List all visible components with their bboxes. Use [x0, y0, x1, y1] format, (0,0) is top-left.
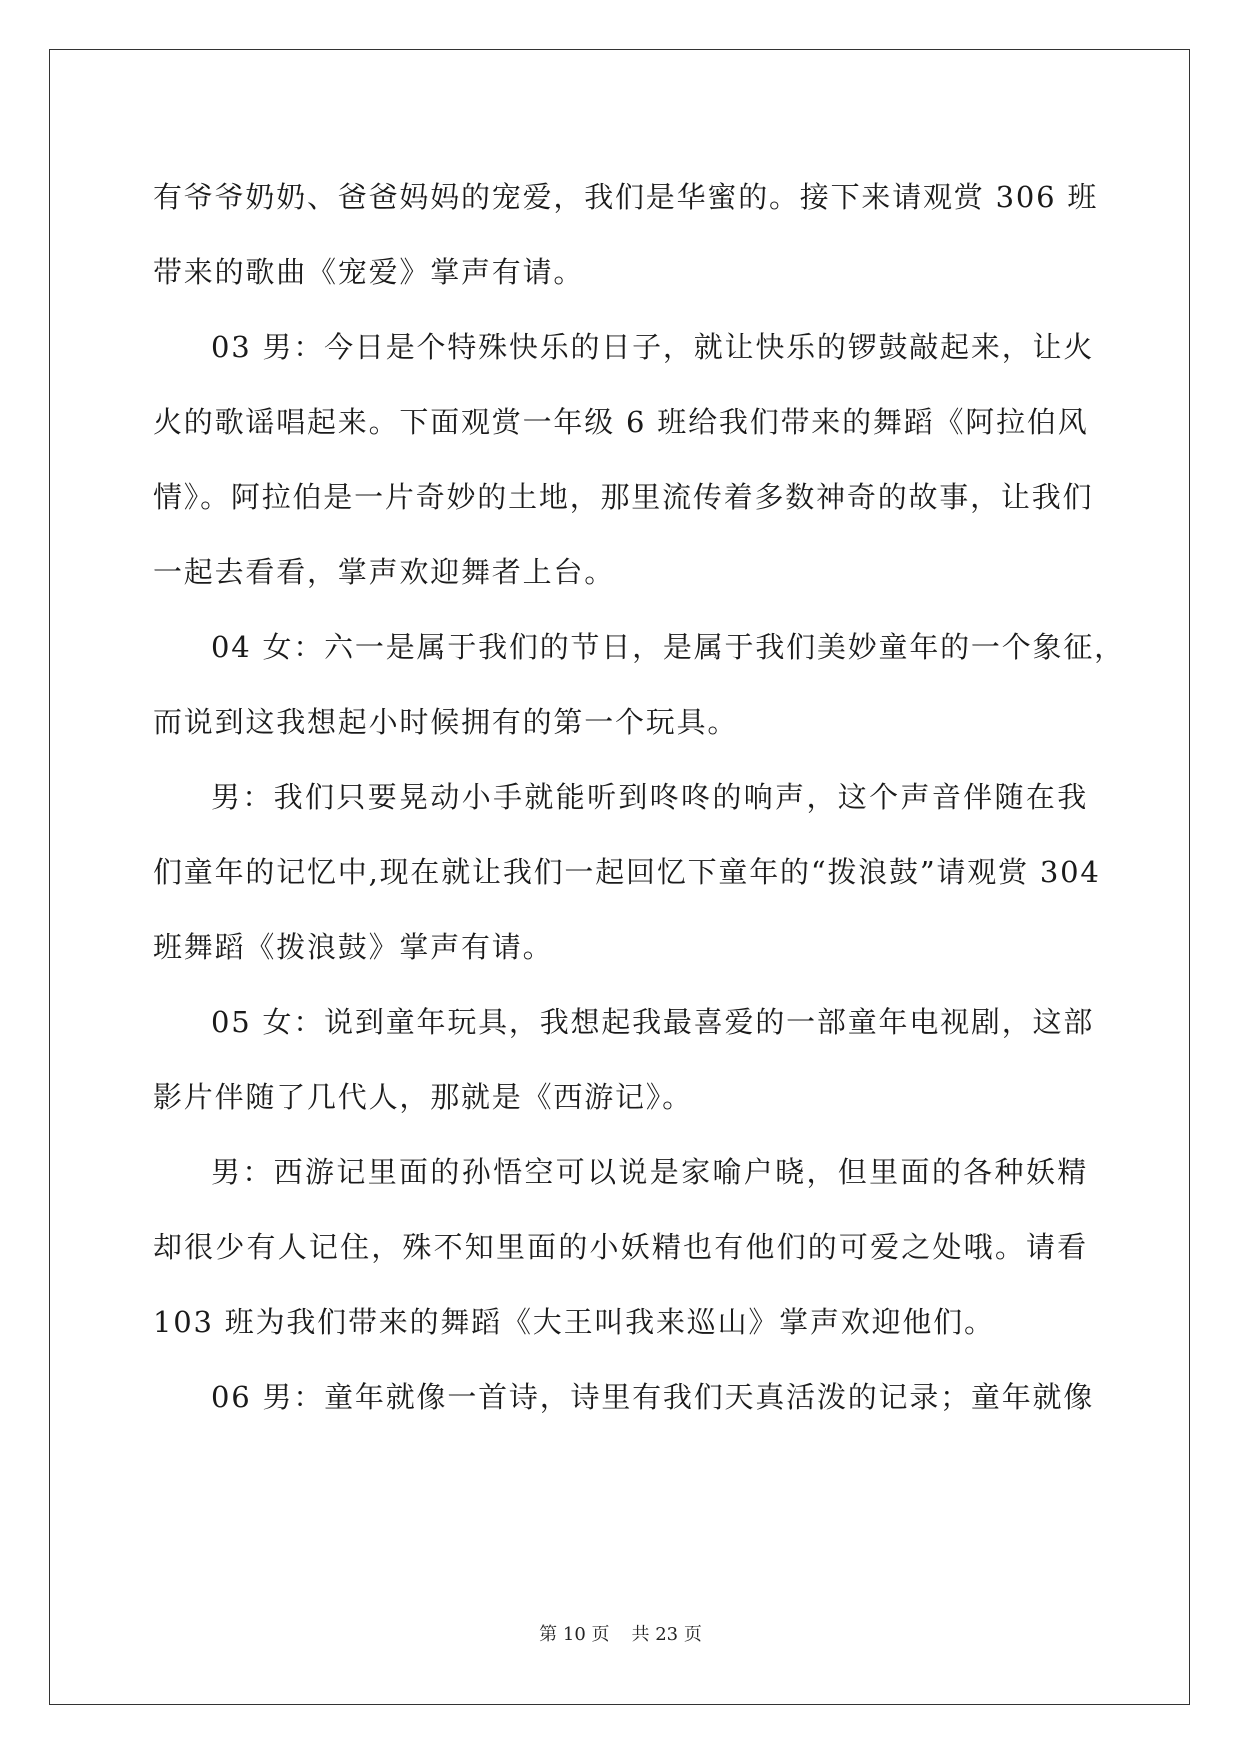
text-line: 影片伴随了几代人，那就是《西游记》。 — [153, 1080, 693, 1114]
paragraph — [153, 985, 1095, 1135]
page-total: 共 23 页 — [631, 1624, 702, 1645]
text-line: 05 女：说到童年玩具，我想起我最喜爱的一部童年电视剧，这部 — [211, 1005, 1095, 1039]
text-line: 男：西游记里面的孙悟空可以说是家喻户晓，但里面的各种妖精 — [211, 1155, 1088, 1189]
paragraph — [153, 610, 1125, 760]
text-line: 有爷爷奶奶、爸爸妈妈的宠爱，我们是华蜜的。接下来请观赏 306 班 — [153, 180, 1099, 214]
page-number: 第 10 页 — [539, 1624, 610, 1645]
paragraph — [153, 760, 1101, 985]
text-line: 而说到这我想起小时候拥有的第一个玩具。 — [153, 705, 739, 739]
text-line: 情》。阿拉伯是一片奇妙的土地，那里流传着多数神奇的故事，让我们 — [153, 480, 1094, 514]
paragraph — [153, 310, 1095, 610]
document-body — [153, 160, 1125, 1435]
paragraph — [153, 1135, 1088, 1360]
text-line: 04 女：六一是属于我们的节日，是属于我们美妙童年的一个象征， — [211, 630, 1125, 664]
text-line: 班舞蹈《拨浪鼓》掌声有请。 — [153, 930, 554, 964]
text-line: 103 班为我们带来的舞蹈《大王叫我来巡山》掌声欢迎他们。 — [153, 1305, 995, 1339]
text-line: 一起去看看，掌声欢迎舞者上台。 — [153, 555, 616, 589]
text-line: 们童年的记忆中,现在就让我们一起回忆下童年的“拨浪鼓”请观赏 304 — [153, 855, 1101, 889]
text-line: 06 男：童年就像一首诗，诗里有我们天真活泼的记录；童年就像 — [211, 1380, 1095, 1414]
paragraph — [153, 160, 1099, 310]
paragraph — [153, 1360, 1095, 1435]
text-line: 却很少有人记住，殊不知里面的小妖精也有他们的可爱之处哦。请看 — [153, 1230, 1088, 1264]
text-line: 带来的歌曲《宠爱》掌声有请。 — [153, 255, 585, 289]
text-line: 男：我们只要晃动小手就能听到咚咚的响声，这个声音伴随在我 — [211, 780, 1088, 814]
text-line: 03 男：今日是个特殊快乐的日子，就让快乐的锣鼓敲起来，让火 — [211, 330, 1095, 364]
text-line: 火的歌谣唱起来。下面观赏一年级 6 班给我们带来的舞蹈《阿拉伯风 — [153, 405, 1089, 439]
page-footer — [0, 1620, 1241, 1646]
